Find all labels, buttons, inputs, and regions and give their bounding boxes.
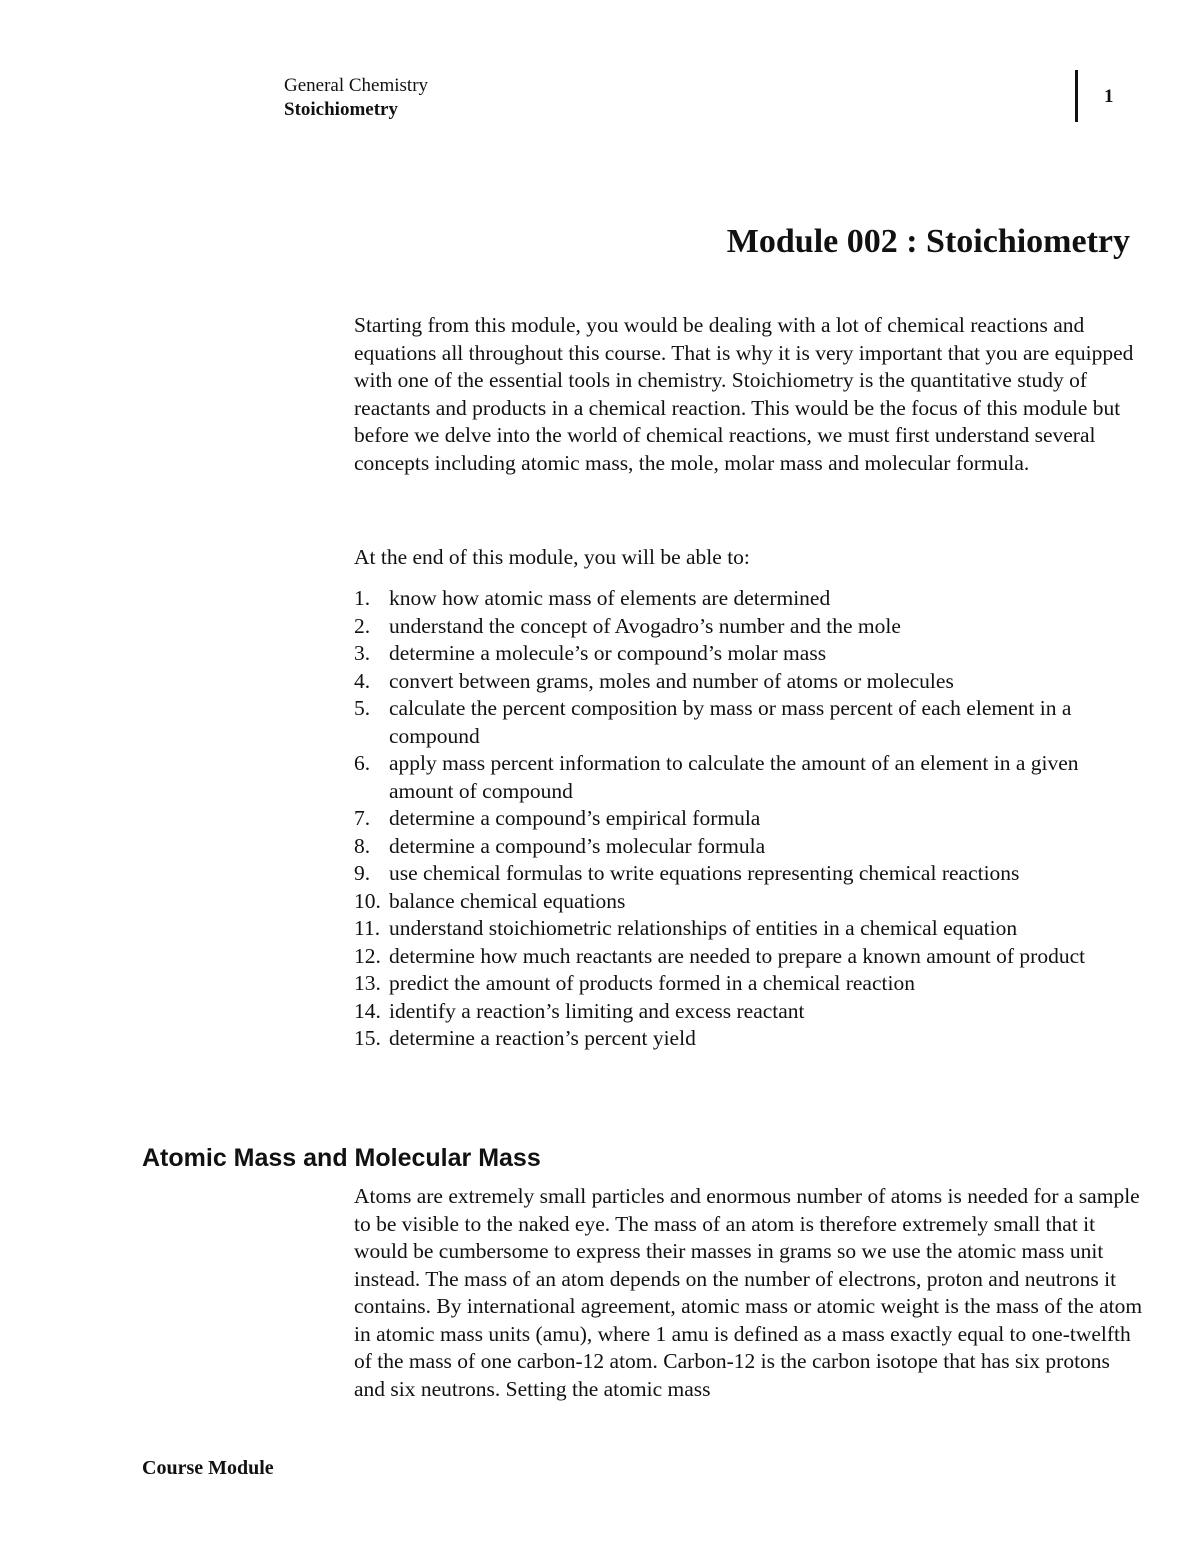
list-item-text: understand stoichiometric relationships of entities in a chemical equation (389, 916, 1018, 940)
page-number: 1 (1104, 86, 1114, 107)
list-item-text: determine a compound’s empirical formula (389, 806, 761, 830)
section-heading: Atomic Mass and Molecular Mass (142, 1144, 541, 1172)
list-item (354, 1025, 1144, 1053)
objectives-list (354, 585, 1144, 1053)
list-item (354, 805, 1144, 833)
list-item-number: 5. (354, 696, 371, 720)
list-item-number: 2. (354, 613, 371, 638)
footer-label: Course Module (142, 1457, 274, 1479)
intro-paragraph: Starting from this module, you would be dealing with a lot of chemical reactions and equations all throughout this course. That is why it is very important that you are equipped with one of the essential tools in chemistry. Stoichiometry is the quantitative study of reactants and products in a chemical reaction. This would be the focus of this module but before we delve into the world of chemical reactions, we must first understand several concepts including atomic mass, the mole, molar mass and molecular formula. (354, 313, 1134, 475)
header-subject: General Chemistry (284, 75, 429, 96)
list-item-number: 6. (354, 751, 371, 775)
list-item-text: predict the amount of products formed in a chemical reaction (389, 971, 915, 995)
list-item-number: 11. (354, 916, 381, 940)
list-item-number: 10. (354, 888, 381, 913)
list-item (354, 998, 1144, 1026)
list-item-number: 14. (354, 998, 381, 1023)
list-item (354, 668, 1144, 696)
list-item-text: balance chemical equations (389, 888, 626, 913)
list-item-text: convert between grams, moles and number of atoms or molecules (389, 668, 954, 693)
list-item-number: 15. (354, 1026, 381, 1050)
list-item (354, 970, 1144, 998)
list-item (354, 613, 1144, 641)
list-item-number: 4. (354, 668, 371, 693)
list-item (354, 833, 1144, 861)
intro-section (354, 312, 1144, 477)
list-item (354, 695, 1144, 750)
list-item-number: 13. (354, 971, 381, 995)
list-item-number: 8. (354, 833, 371, 858)
header-topic: Stoichiometry (284, 99, 398, 120)
list-item (354, 585, 1144, 613)
list-item (354, 640, 1144, 668)
list-item (354, 860, 1144, 888)
list-item-number: 1. (354, 586, 371, 610)
list-item (354, 750, 1144, 805)
list-item-text: determine a reaction’s percent yield (389, 1026, 696, 1050)
list-item-text: use chemical formulas to write equations representing chemical reactions (389, 861, 1020, 885)
list-item-text: identify a reaction’s limiting and excess reactant (389, 998, 805, 1023)
list-item-number: 12. (354, 943, 381, 968)
list-item (354, 888, 1144, 916)
list-item-text: determine a molecule’s or compound’s molar mass (389, 641, 827, 665)
list-item-text: determine a compound’s molecular formula (389, 833, 766, 858)
running-header (284, 74, 428, 122)
list-item-number: 3. (354, 641, 371, 665)
list-item-text: know how atomic mass of elements are determined (389, 586, 831, 610)
objectives-lead: At the end of this module, you will be able to: (354, 545, 750, 569)
list-item-text: understand the concept of Avogadro’s number and the mole (389, 613, 901, 638)
list-item-text: calculate the percent composition by mass or mass percent of each element in a compound (389, 696, 1072, 748)
header-divider (1075, 70, 1078, 122)
list-item-number: 7. (354, 806, 371, 830)
list-item-text: determine how much reactants are needed to prepare a known amount of product (389, 943, 1086, 968)
list-item-number: 9. (354, 861, 371, 885)
list-item-text: apply mass percent information to calculate the amount of an element in a given amount of compound (389, 751, 1079, 803)
page-title: Module 002 : Stoichiometry (726, 223, 1130, 260)
list-item (354, 915, 1144, 943)
section-paragraph: Atoms are extremely small particles and enormous number of atoms is needed for a sample to be visible to the naked eye. The mass of an atom is therefore extremely small that it would be cumbersome to express their masses in grams so we use the atomic mass unit instead. The mass of an atom depends on the number of electrons, proton and neutrons it contains. By international agreement, atomic mass or atomic weight is the mass of the atom in atomic mass units (amu), where 1 amu is defined as a mass exactly equal to one-twelfth of the mass of one carbon-12 atom. Carbon-12 is the carbon isotope that has six protons and six neutrons. Setting the atomic mass (354, 1184, 1143, 1401)
atomic-mass-section (354, 1183, 1144, 1403)
list-item (354, 943, 1144, 971)
